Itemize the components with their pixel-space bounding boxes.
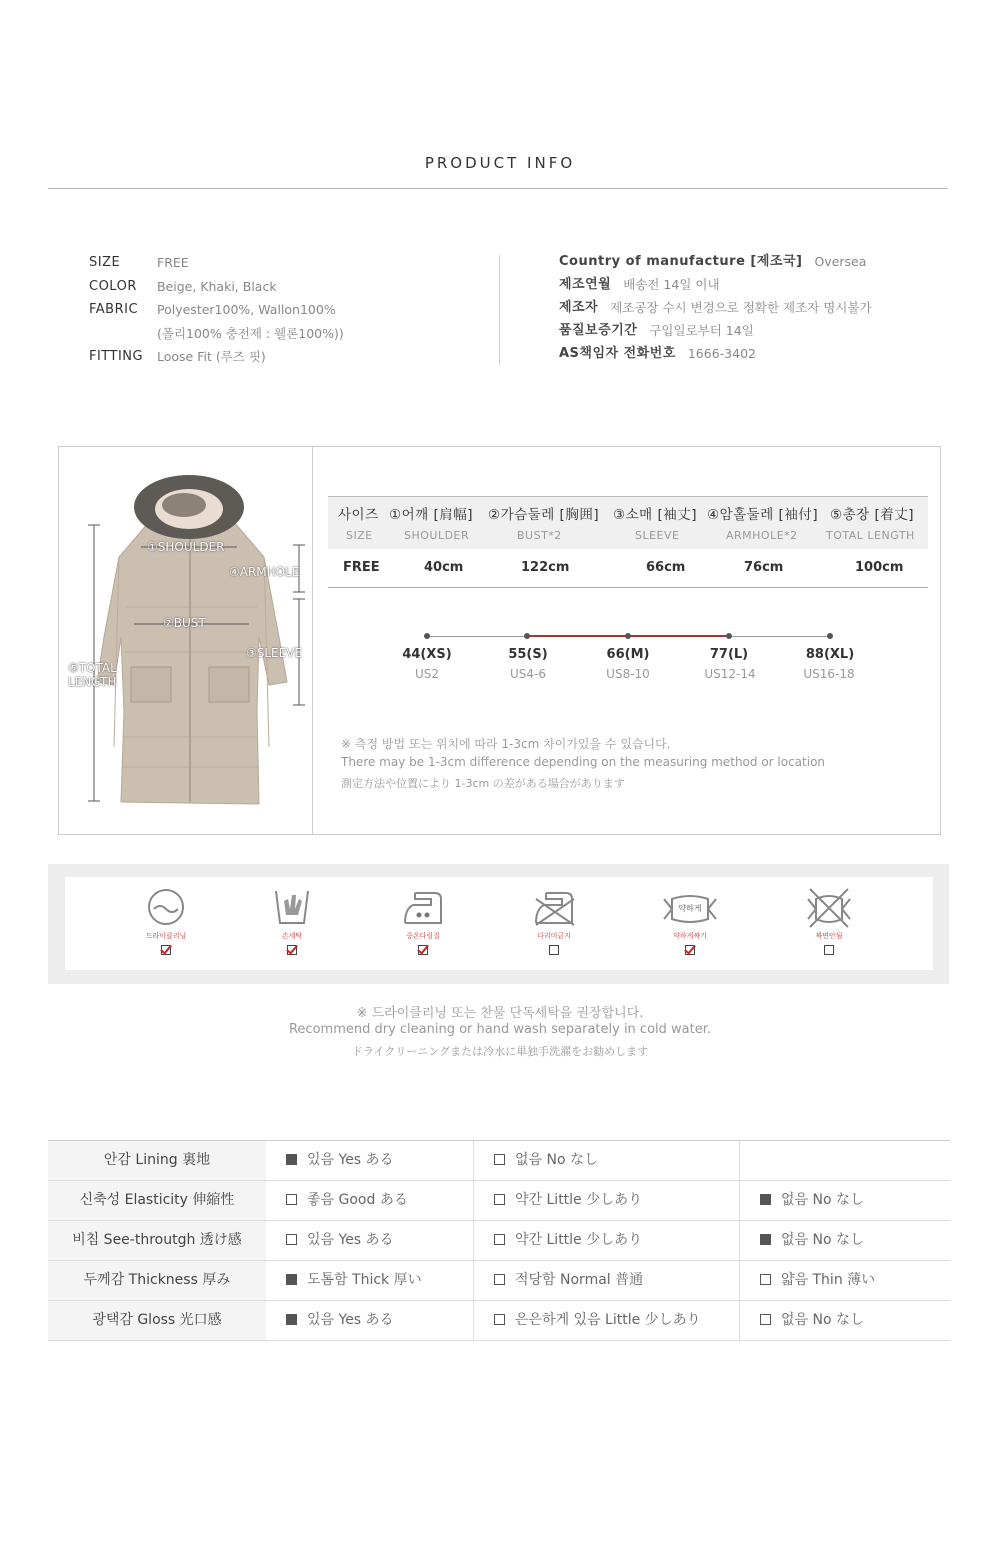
product-info-right [559, 253, 979, 368]
care-label: 손세탁 [281, 932, 303, 940]
feature-row-lining [48, 1141, 950, 1181]
option-label: 은은하게 있음 Little 少しあり [515, 1312, 701, 1328]
feature-row-thickness [48, 1261, 950, 1301]
option-label: 적당함 Normal 普通 [515, 1272, 644, 1288]
option-checkbox [286, 1154, 297, 1165]
size-scale-dot [827, 633, 833, 639]
col-sub-shoulder: SHOULDER [404, 529, 470, 542]
info-key: 품질보증기간 [559, 323, 638, 338]
size-scale-label: 44(XS) [402, 647, 452, 662]
info-key: FITTING [89, 349, 144, 364]
option-checkbox [760, 1234, 771, 1245]
info-key: 제조연월 [559, 277, 612, 292]
option-label: 없음 No なし [781, 1312, 864, 1328]
info-value: 구입일로부터 14일 [649, 323, 754, 338]
col-header-shoulder: ①어깨 [肩幅] [389, 507, 474, 523]
info-divider [499, 255, 500, 365]
option-checkbox [286, 1234, 297, 1245]
option-checkbox [494, 1154, 505, 1165]
feature-name: 두께감 Thickness 厚み [48, 1261, 266, 1300]
feature-option [494, 1181, 642, 1220]
info-row-size [89, 254, 489, 278]
col-sub-armhole: ARMHOLE*2 [726, 529, 798, 542]
care-checkbox [549, 945, 559, 955]
option-checkbox [494, 1274, 505, 1285]
info-row-color [89, 278, 489, 302]
size-scale-label: 55(S) [508, 647, 548, 662]
care-item-no-wring [789, 885, 869, 955]
feature-option [760, 1181, 864, 1220]
option-label: 있음 Yes ある [307, 1312, 394, 1328]
size-scale-us: US2 [414, 667, 440, 681]
hand-wash-icon [270, 885, 314, 929]
size-scale-dot [424, 633, 430, 639]
care-checkbox [418, 945, 428, 955]
info-key: FABRIC [89, 302, 139, 317]
no-bleach-icon [804, 885, 854, 929]
option-label: 있음 Yes ある [307, 1152, 394, 1168]
col-sub-sleeve: SLEEVE [635, 529, 680, 542]
care-item-hand-wash [252, 885, 332, 955]
option-checkbox [760, 1314, 771, 1325]
coat-image [59, 447, 313, 834]
cell-armhole: 76cm [744, 560, 784, 575]
feature-option [494, 1301, 701, 1340]
option-label: 약간 Little 少しあり [515, 1232, 643, 1248]
option-checkbox [494, 1194, 505, 1205]
feature-option [286, 1301, 394, 1340]
care-checkbox [287, 945, 297, 955]
measure-note-kr: ※ 측정 방법 또는 위치에 따라 1-3cm 차이가있을 수 있습니다. [341, 737, 671, 751]
col-sub-bust: BUST*2 [517, 529, 562, 542]
info-row-warranty [559, 322, 979, 345]
info-row-maker [559, 299, 979, 322]
info-key: SIZE [89, 255, 121, 270]
coat-image-cell [59, 447, 313, 834]
feature-option [286, 1141, 394, 1180]
info-value: (폴리100% 충전제 : 웰론100%)) [157, 325, 344, 341]
info-key: Country of manufacture [제조국] [559, 254, 803, 269]
coat-label-sleeve: ③SLEEVE [246, 646, 303, 660]
option-checkbox [494, 1314, 505, 1325]
feature-option [760, 1301, 864, 1340]
feature-option [494, 1221, 642, 1260]
option-checkbox [760, 1194, 771, 1205]
iron-medium-icon [401, 885, 445, 929]
care-label: 약하게짜기 [673, 932, 707, 940]
info-row-fitting [89, 348, 489, 372]
care-item-no-iron [514, 885, 594, 955]
size-scale-label: 88(XL) [805, 647, 855, 662]
option-checkbox [286, 1194, 297, 1205]
size-scale-us: US8-10 [606, 667, 650, 681]
care-note-en: Recommend dry cleaning or hand wash separately in cold water. [288, 1022, 711, 1037]
info-key: COLOR [89, 278, 137, 294]
care-note-kr: ※ 드라이클리닝 또는 찬물 단독세탁을 권장합니다. [356, 1006, 644, 1021]
cell-total: 100cm [855, 560, 904, 575]
care-item-iron [383, 885, 463, 955]
option-label: 약간 Little 少しあり [515, 1192, 643, 1208]
info-value: FREE [157, 255, 189, 270]
info-key: AS책임자 전화번호 [559, 346, 676, 361]
feature-row-elasticity [48, 1181, 950, 1221]
option-checkbox [286, 1314, 297, 1325]
feature-option [760, 1221, 864, 1260]
size-scale-us: US4-6 [510, 667, 546, 681]
info-value: Polyester100%, Wallon100% [157, 302, 336, 317]
option-label: 얇음 Thin 薄い [781, 1272, 876, 1288]
size-scale-label: 77(L) [709, 647, 749, 662]
info-row-date [559, 276, 979, 299]
care-item-dry-clean [126, 885, 206, 955]
coat-label-total: ⑤TOTAL [68, 661, 117, 675]
info-row-fabric-kr [89, 325, 489, 349]
option-label: 도톰함 Thick 厚い [307, 1272, 422, 1288]
cell-bust: 122cm [521, 560, 570, 575]
info-value: Beige, Khaki, Black [157, 278, 277, 294]
cell-sleeve: 66cm [646, 560, 686, 575]
fabric-feature-table [48, 1140, 950, 1341]
cell-shoulder: 40cm [424, 560, 464, 575]
size-scale-us: US12-14 [704, 667, 756, 681]
col-sub-size: SIZE [346, 529, 373, 542]
size-scale-dot [726, 633, 732, 639]
size-table [328, 496, 928, 575]
gentle-text: 약하게 [678, 904, 702, 913]
care-checkbox [824, 945, 834, 955]
size-scale-dot [625, 633, 631, 639]
option-checkbox [286, 1274, 297, 1285]
feature-option [286, 1261, 422, 1300]
feature-col-divider [473, 1140, 474, 1340]
care-label: 짜면안됨 [815, 932, 843, 940]
info-row-fabric [89, 301, 489, 325]
feature-col-divider [739, 1140, 740, 1340]
feature-row-see-through [48, 1221, 950, 1261]
feature-name: 비침 See-throutgh 透け感 [48, 1221, 266, 1260]
feature-name: 신축성 Elasticity 伸縮性 [48, 1181, 266, 1220]
col-header-armhole: ④암홀둘레 [袖付] [707, 507, 819, 523]
option-label: 좋음 Good ある [307, 1192, 408, 1208]
gentle-wring-icon [660, 885, 720, 929]
info-value: 1666-3402 [687, 346, 756, 361]
info-row-country [559, 253, 979, 276]
size-scale-us: US16-18 [803, 667, 855, 681]
size-table-bottom-line [328, 587, 928, 588]
measure-note-en: There may be 1-3cm difference depending on the measuring method or location [341, 755, 826, 769]
coat-label-armhole: ④ARMHOLE [229, 565, 300, 579]
info-value: Oversea [814, 254, 867, 269]
option-label: 있음 Yes ある [307, 1232, 394, 1248]
care-label: 다리미금지 [537, 932, 571, 940]
info-value: Loose Fit (루즈 핏) [157, 349, 266, 364]
col-header-bust: ②가슴둘레 [胸囲] [488, 507, 600, 523]
size-scale-label: 66(M) [606, 647, 650, 662]
feature-row-gloss [48, 1301, 950, 1341]
option-label: 없음 No なし [781, 1192, 864, 1208]
title-divider [48, 188, 948, 189]
feature-name: 안감 Lining 裏地 [48, 1141, 266, 1180]
measure-note-jp: 測定方法や位置により 1-3cm の差がある場合があります [341, 777, 625, 790]
feature-option [286, 1221, 394, 1260]
option-label: 없음 No なし [515, 1152, 598, 1168]
dry-clean-icon [144, 885, 188, 929]
option-checkbox [760, 1274, 771, 1285]
feature-option [760, 1261, 875, 1300]
cell-size: FREE [343, 560, 380, 575]
feature-name: 광택감 Gloss 光口感 [48, 1301, 266, 1340]
care-label: 드라이클리닝 [145, 932, 187, 940]
info-key: 제조자 [559, 300, 599, 315]
page-title: PRODUCT INFO [424, 154, 576, 172]
care-note-jp: ドライクリーニングまたは冷水に単独手洗濯をお勧めします [351, 1045, 649, 1058]
product-info-left [89, 254, 489, 372]
col-sub-total: TOTAL LENGTH [826, 529, 915, 542]
feature-option [286, 1181, 408, 1220]
coat-label-shoulder: ①SHOULDER [147, 540, 225, 554]
care-item-gentle-wring [650, 885, 730, 955]
info-row-as-phone [559, 345, 979, 368]
coat-label-bust: ②BUST [163, 616, 206, 630]
info-value: 배송전 14일 이내 [623, 277, 720, 292]
option-label: 없음 No なし [781, 1232, 864, 1248]
col-header-total: ⑤총장 [着丈] [830, 507, 915, 523]
info-value: 제조공장 수시 변경으로 정확한 제조자 명시불가 [610, 300, 872, 315]
care-checkbox [161, 945, 171, 955]
care-label: 중온다림질 [406, 932, 440, 940]
coat-label-length: LENGTH [68, 675, 117, 689]
feature-option [494, 1141, 598, 1180]
option-checkbox [494, 1234, 505, 1245]
col-header-sleeve: ③소매 [袖丈] [613, 507, 698, 523]
no-iron-icon [532, 885, 576, 929]
info-key [89, 325, 157, 349]
care-checkbox [685, 945, 695, 955]
feature-option [494, 1261, 643, 1300]
size-scale-dot [524, 633, 530, 639]
col-header-size: 사이즈 [338, 507, 379, 523]
